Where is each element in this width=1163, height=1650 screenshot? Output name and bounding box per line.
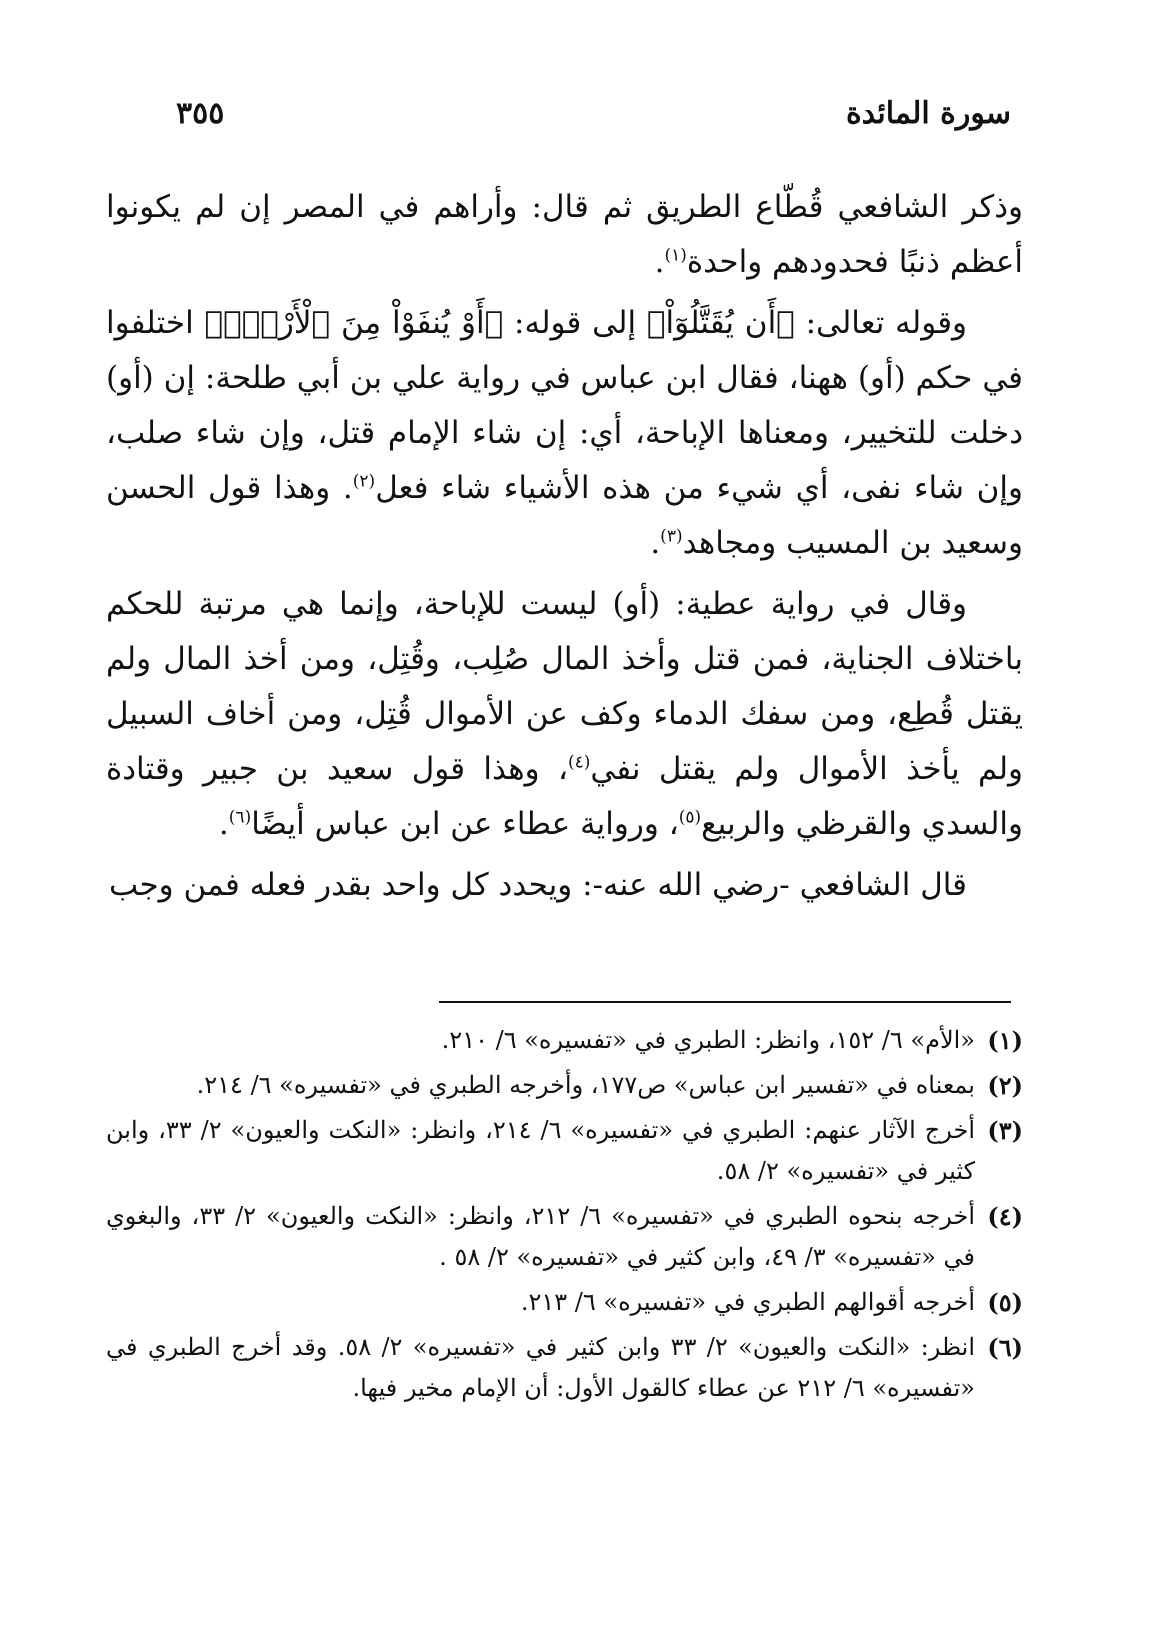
paragraph-1: وذكر الشافعي قُطّاع الطريق ثم قال: وأراهم في المصر إن لم يكونوا أعظم ذنبًا فحدودهم واحدة$^{(١)}$. — [106, 189, 1023, 280]
footnote-divider — [439, 1001, 1011, 1003]
surah-title: سورة المائدة — [845, 96, 1011, 131]
footnote-ref-2: (٢) — [352, 471, 376, 492]
footnote-number: (٢) — [987, 1071, 1023, 1100]
footnote-text: أخرجه بنحوه الطبري في «تفسيره» ٦/ ٢١٢، وانظر: «النكت والعيون» ٢/ ٣٣، والبغوي في «تفسيره» ٣/ ٤٩، وابن كثير في «تفسيره» ٢/ ٥٨ . — [106, 1202, 975, 1271]
footnote-text: انظر: «النكت والعيون» ٢/ ٣٣ وابن كثير في «تفسيره» ٢/ ٥٨. وقد أخرج الطبري في «تفسيره» ٦/ ٢١٢ عن عطاء كالقول الأول: أن الإمام مخير فيها. — [106, 1333, 976, 1402]
page-header — [176, 96, 1011, 146]
main-text — [106, 180, 1023, 919]
footnote-text: «الأم» ٦/ ١٥٢، وانظر: الطبري في «تفسيره» ٦/ ٢١٠. — [441, 1026, 975, 1054]
page-number: ٣٥٥ — [176, 96, 225, 131]
footnote-ref-6: (٦) — [228, 807, 252, 828]
footnote-number: (٦) — [987, 1333, 1023, 1362]
footnote-number: (٣) — [987, 1116, 1023, 1145]
footnote-number: (٤) — [987, 1202, 1023, 1231]
footnote-4 — [106, 1196, 1023, 1278]
footnote-text: بمعناه في «تفسير ابن عباس» ص١٧٧، وأخرجه الطبري في «تفسيره» ٦/ ٢١٤. — [196, 1071, 975, 1099]
footnote-ref-4: (٤) — [567, 752, 591, 773]
footnote-ref-3: (٣) — [660, 526, 683, 547]
footnote-text: أخرج الآثار عنهم: الطبري في «تفسيره» ٦/ ٢١٤، وانظر: «النكت والعيون» ٢/ ٣٣، وابن كثير في «تفسيره» ٢/ ٥٨. — [106, 1116, 975, 1185]
footnote-1 — [106, 1020, 1023, 1061]
footnote-ref-5: (٥) — [678, 807, 702, 828]
footnote-3 — [106, 1110, 1023, 1192]
paragraph-2: وقوله تعالى: ﴿أَن يُقَتَّلُوٓاْ﴾ إلى قوله: ﴿أَوْ يُنفَوْاْ مِنَ ٱلْأَرْضِۚ﴾ اختلفوا في حكم (أو) ههنا، فقال ابن عباس في رواية علي بن أبي طلحة: إن (أو) دخلت للتخيير، ومعناها الإباحة، أي: إن شاء الإمام قتل، وإن شاء صلب، وإن شاء نفى، أي شيء من هذه الأشياء شاء فعل$^{(٢)}$. وهذا قول الحسن وسعيد بن المسيب ومجاهد$^{(٣)}$. — [106, 305, 1023, 561]
paragraph-4: قال الشافعي -رضي الله عنه-: ويحدد كل واحد بقدر فعله فمن وجب — [109, 867, 967, 903]
footnotes — [106, 1020, 1023, 1413]
footnote-5 — [106, 1282, 1023, 1323]
footnote-ref-1: (١) — [664, 245, 687, 266]
footnote-text: أخرجه أقوالهم الطبري في «تفسيره» ٦/ ٢١٣. — [520, 1288, 975, 1316]
footnote-2 — [106, 1065, 1023, 1106]
footnote-number: (١) — [987, 1026, 1023, 1055]
footnote-6 — [106, 1327, 1023, 1409]
paragraph-3: وقال في رواية عطية: (أو) ليست للإباحة، وإنما هي مرتبة للحكم باختلاف الجناية، فمن قتل وأخذ المال صُلِب، وقُتِل، ومن أخذ المال ولم يقتل قُطِع، ومن سفك الدماء وكف عن الأموال قُتِل، ومن أخاف السبيل ولم يأخذ الأموال ولم يقتل نفي$^{(٤)}$، وهذا قول سعيد بن جبير وقتادة والسدي والقرظي والربيع$^{(٥)}$، ورواية عطاء عن ابن عباس أيضًا$^{(٦)}$. — [106, 586, 1023, 842]
footnote-number: (٥) — [987, 1288, 1023, 1317]
